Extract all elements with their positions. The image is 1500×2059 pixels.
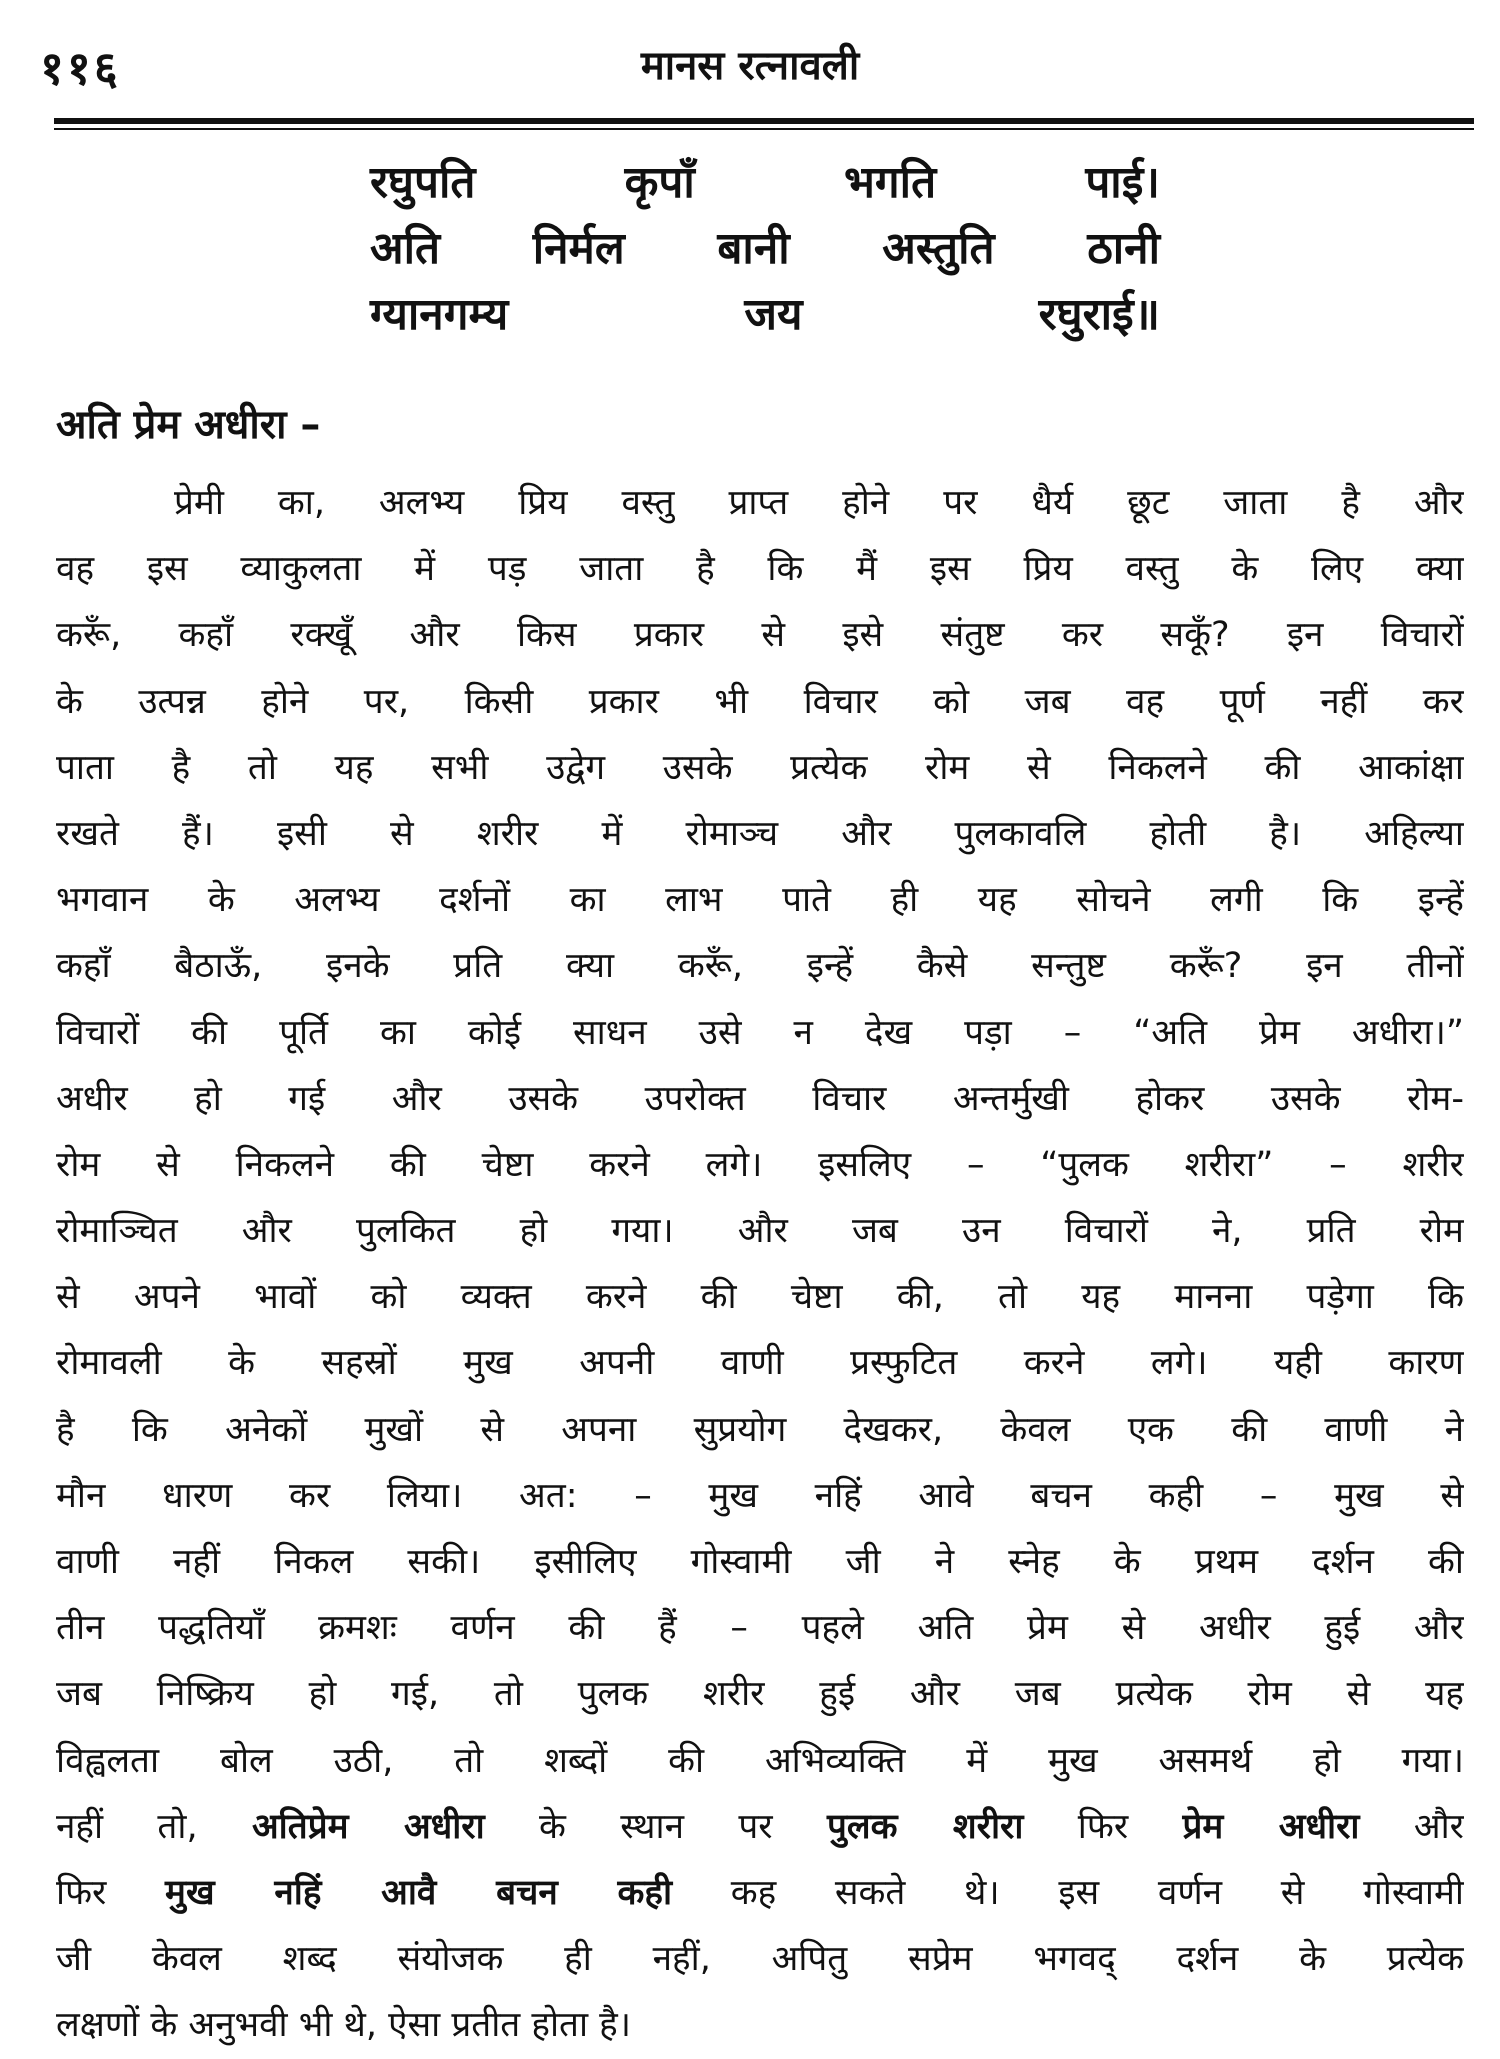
verse-word: भगति bbox=[843, 157, 937, 208]
bold-quote: मुख नहिं आवै बचन कही bbox=[165, 1872, 673, 1913]
text-segment: फिर bbox=[1023, 1806, 1183, 1847]
verse-word: रघुपति bbox=[370, 157, 476, 208]
paragraph-line bbox=[56, 536, 1464, 602]
text-segment: विचारों की पूर्ति का कोई साधन उसे न देख पड़ा – “अति प्रेम अधीरा।” bbox=[56, 1012, 1464, 1053]
paragraph-line bbox=[56, 1132, 1464, 1198]
text-segment: अधीर हो गई और उसके उपरोक्त विचार अन्तर्मुखी होकर उसके रोम- bbox=[56, 1078, 1464, 1119]
paragraph-line bbox=[56, 867, 1464, 933]
verse-word: अस्तुति bbox=[882, 223, 995, 274]
text-segment: जी केवल शब्द संयोजक ही नहीं, अपितु सप्रेम भगवद् दर्शन के प्रत्येक bbox=[56, 1939, 1464, 1980]
verse-word: ग्यानगम्य bbox=[370, 289, 509, 340]
verse-word: अति bbox=[370, 223, 441, 274]
paragraph-line bbox=[56, 933, 1464, 999]
paragraph-line bbox=[56, 669, 1464, 735]
paragraph-line bbox=[56, 1728, 1464, 1794]
bold-quote: प्रेम अधीरा bbox=[1182, 1806, 1360, 1847]
section-heading: अति प्रेम अधीरा – bbox=[56, 402, 321, 448]
paragraph-line bbox=[56, 1264, 1464, 1330]
text-segment: के स्थान पर bbox=[484, 1806, 827, 1847]
paragraph-line bbox=[56, 1330, 1464, 1396]
paragraph-line bbox=[56, 1794, 1464, 1860]
paragraph-line bbox=[56, 1463, 1464, 1529]
verse-word: पाई। bbox=[1085, 157, 1160, 208]
bold-quote: पुलक शरीरा bbox=[826, 1806, 1024, 1847]
verse-word: ठानी bbox=[1087, 223, 1160, 274]
paragraph-line bbox=[56, 801, 1464, 867]
text-segment: प्रेमी का, अलभ्य प्रिय वस्तु प्राप्त होने पर धैर्य छूट जाता है और bbox=[174, 483, 1464, 523]
paragraph-line bbox=[56, 735, 1464, 801]
page-number: ११६ bbox=[40, 41, 121, 95]
paragraph-line bbox=[56, 1198, 1464, 1264]
verse-word: रघुराई॥ bbox=[1038, 289, 1160, 340]
paragraph-line bbox=[56, 1397, 1464, 1463]
running-title: मानस रत्नावली bbox=[640, 43, 860, 89]
paragraph-line bbox=[56, 1860, 1464, 1926]
bold-quote: अतिप्रेम अधीरा bbox=[251, 1806, 485, 1847]
paragraph-line bbox=[56, 1066, 1464, 1132]
verse-line bbox=[370, 216, 1160, 282]
text-segment: रखते हैं। इसी से शरीर में रोमाञ्च और पुलकावलि होती है। अहिल्या bbox=[56, 813, 1464, 854]
paragraph-line bbox=[56, 1529, 1464, 1595]
header-rule-thick bbox=[54, 118, 1474, 124]
verse-line bbox=[370, 150, 1160, 216]
text-segment: कहाँ बैठाऊँ, इनके प्रति क्या करूँ, इन्हें कैसे सन्तुष्ट करूँ? इन तीनों bbox=[56, 946, 1464, 987]
paragraph-line bbox=[56, 1595, 1464, 1661]
paragraph-line bbox=[56, 602, 1464, 668]
text-segment: पाता है तो यह सभी उद्वेग उसके प्रत्येक रोम से निकलने की आकांक्षा bbox=[56, 747, 1464, 788]
text-segment: के उत्पन्न होने पर, किसी प्रकार भी विचार को जब वह पूर्ण नहीं कर bbox=[56, 681, 1464, 722]
text-segment: मौन धारण कर लिया। अत: – मुख नहिं आवे बचन कही – मुख से bbox=[56, 1475, 1464, 1516]
paragraph-line bbox=[56, 1992, 1464, 2058]
text-segment: है कि अनेकों मुखों से अपना सुप्रयोग देखकर, केवल एक की वाणी ने bbox=[56, 1409, 1464, 1450]
text-segment: वह इस व्याकुलता में पड़ जाता है कि मैं इस प्रिय वस्तु के लिए क्या bbox=[56, 549, 1464, 590]
text-segment: रोमाञ्चित और पुलकित हो गया। और जब उन विचारों ने, प्रति रोम bbox=[56, 1211, 1464, 1252]
paragraph-line bbox=[56, 470, 1464, 536]
paragraph-line bbox=[56, 1000, 1464, 1066]
verse-block bbox=[370, 150, 1160, 348]
text-segment: विह्वलता बोल उठी, तो शब्दों की अभिव्यक्ति में मुख असमर्थ हो गया। bbox=[56, 1740, 1464, 1781]
text-segment: से अपने भावों को व्यक्त करने की चेष्टा की, तो यह मानना पड़ेगा कि bbox=[56, 1277, 1464, 1318]
text-segment: भगवान के अलभ्य दर्शनों का लाभ पाते ही यह सोचने लगी कि इन्हें bbox=[56, 880, 1464, 921]
text-segment: रोम से निकलने की चेष्टा करने लगे। इसलिए – “पुलक शरीरा” – शरीर bbox=[56, 1144, 1464, 1185]
text-segment: लक्षणों के अनुभवी भी थे, ऐसा प्रतीत होता है। bbox=[56, 2005, 632, 2046]
header-rule-thin bbox=[54, 128, 1474, 130]
text-segment: और bbox=[1359, 1806, 1464, 1847]
text-segment: करूँ, कहाँ रक्खूँ और किस प्रकार से इसे संतुष्ट कर सकूँ? इन विचारों bbox=[56, 615, 1464, 656]
body-text bbox=[56, 470, 1464, 2059]
text-segment: तीन पद्धतियाँ क्रमशः वर्णन की हैं – पहले अति प्रेम से अधीर हुई और bbox=[56, 1608, 1464, 1649]
text-segment: कह सकते थे। इस वर्णन से गोस्वामी bbox=[672, 1872, 1464, 1913]
text-segment: वाणी नहीं निकल सकी। इसीलिए गोस्वामी जी ने स्नेह के प्रथम दर्शन की bbox=[56, 1542, 1464, 1582]
text-segment: नहीं तो, bbox=[56, 1806, 252, 1847]
verse-word: बानी bbox=[717, 223, 790, 274]
verse-word: जय bbox=[744, 289, 803, 340]
verse-line bbox=[370, 282, 1160, 348]
text-segment: जब निष्क्रिय हो गई, तो पुलक शरीर हुई और जब प्रत्येक रोम से यह bbox=[56, 1674, 1464, 1715]
text-segment: रोमावली के सहस्रों मुख अपनी वाणी प्रस्फुटित करने लगे। यही कारण bbox=[56, 1343, 1464, 1384]
text-segment: फिर bbox=[56, 1872, 166, 1913]
verse-word: कृपाँ bbox=[624, 157, 695, 208]
paragraph-line bbox=[56, 1926, 1464, 1992]
paragraph-line bbox=[56, 1661, 1464, 1727]
verse-word: निर्मल bbox=[532, 223, 625, 274]
